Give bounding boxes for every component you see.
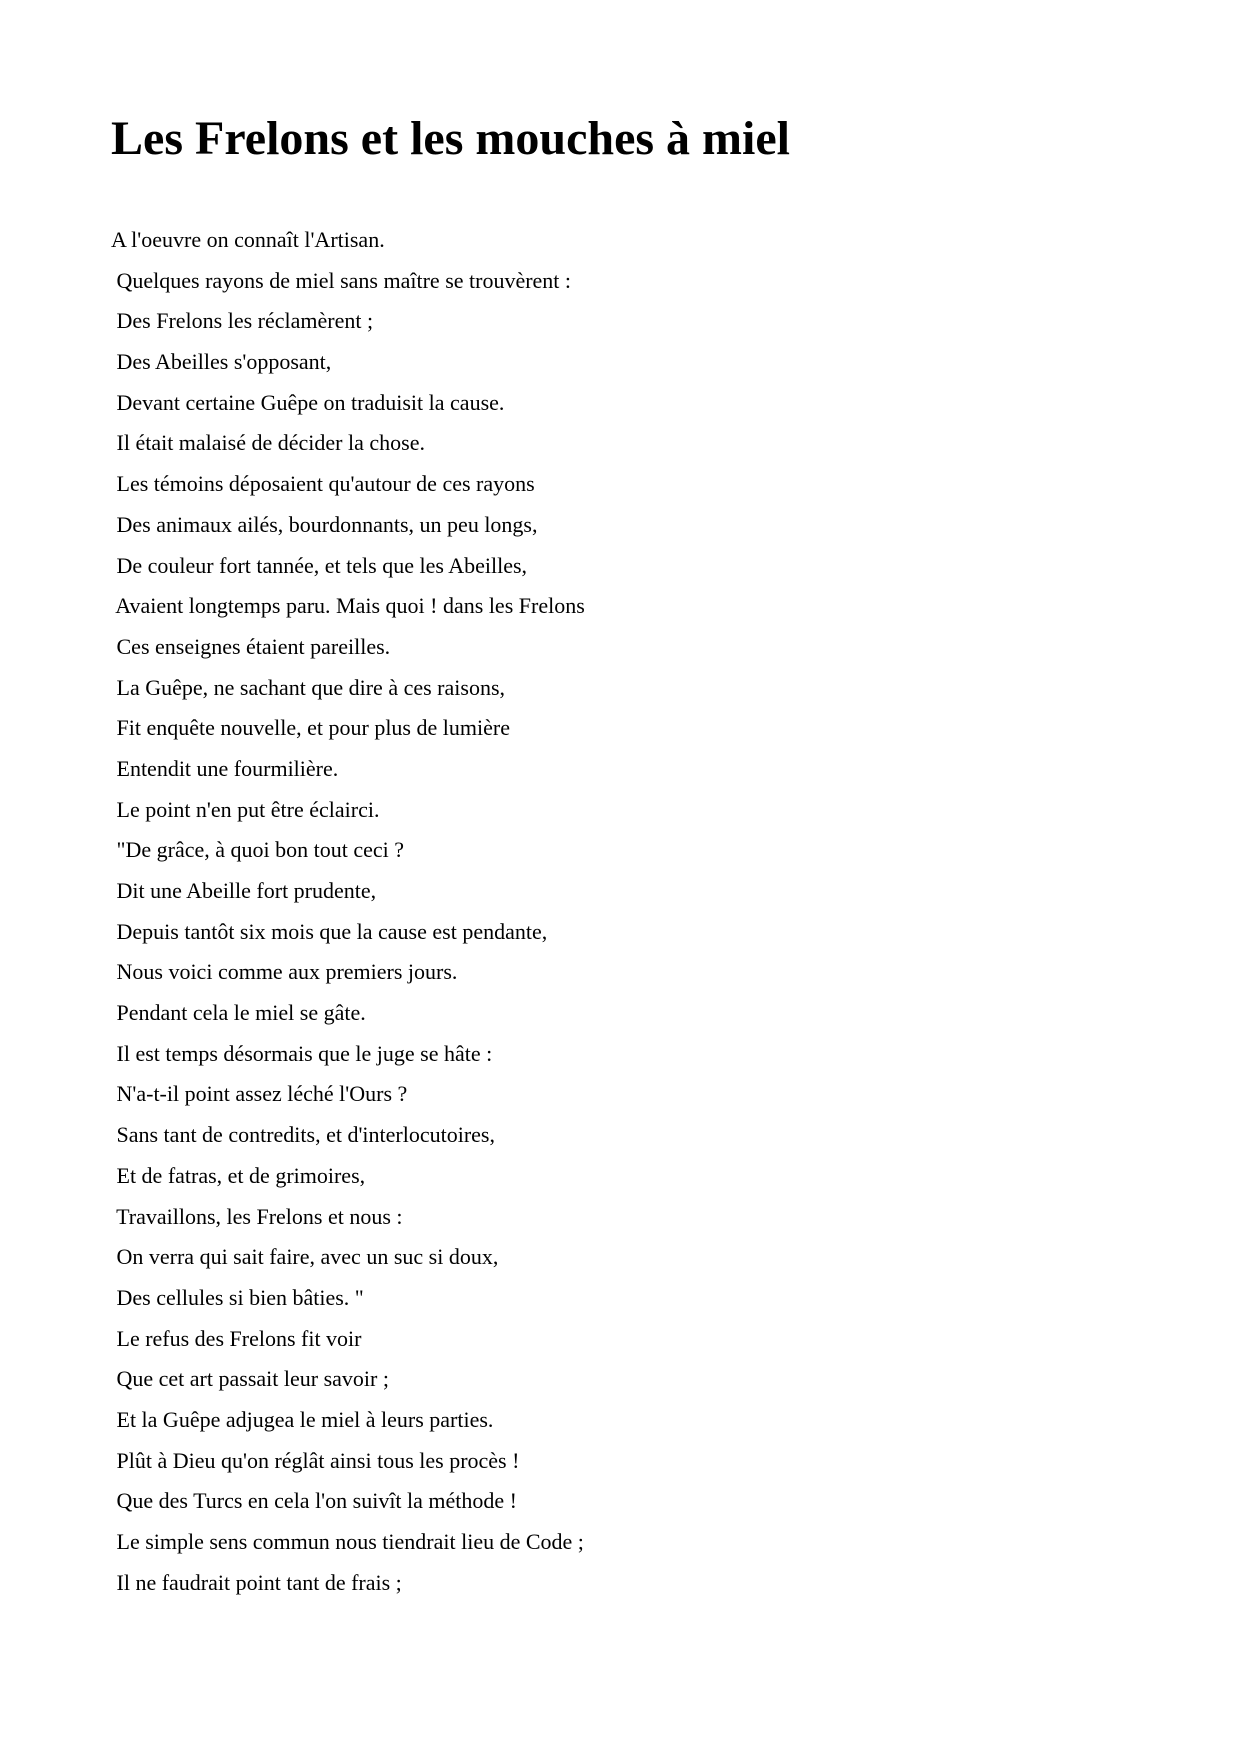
poem-line: A l'oeuvre on connaît l'Artisan. xyxy=(111,227,385,252)
poem-line: De couleur fort tannée, et tels que les Abeilles, xyxy=(111,552,528,578)
poem-line: Le simple sens commun nous tiendrait lieu de Code ; xyxy=(111,1529,584,1554)
poem-line: Que des Turcs en cela l'on suivît la méthode ! xyxy=(111,1488,518,1514)
poem-line: Avaient longtemps paru. Mais quoi ! dans les Frelons xyxy=(111,593,585,619)
poem-line: Des Abeilles s'opposant, xyxy=(111,349,332,375)
poem-line: Fit enquête nouvelle, et pour plus de lumière xyxy=(111,715,510,741)
poem-line: Il était malaisé de décider la chose. xyxy=(111,430,425,456)
poem-line: Dit une Abeille fort prudente, xyxy=(111,878,377,903)
poem-line: Travaillons, les Frelons et nous : xyxy=(111,1203,403,1229)
poem-line: On verra qui sait faire, avec un suc si doux, xyxy=(111,1244,499,1270)
poem-line: Le point n'en put être éclairci. xyxy=(111,796,380,822)
poem-line: Nous voici comme aux premiers jours. xyxy=(111,959,458,985)
poem-line: La Guêpe, ne sachant que dire à ces raisons, xyxy=(111,674,506,700)
poem-line: Entendit une fourmilière. xyxy=(111,755,339,781)
poem-line: Ces enseignes étaient pareilles. xyxy=(111,633,391,659)
poem-line: Et de fatras, et de grimoires, xyxy=(111,1162,366,1188)
poem-line: Il ne faudrait point tant de frais ; xyxy=(111,1569,402,1595)
poem-line: Que cet art passait leur savoir ; xyxy=(111,1366,389,1392)
poem-line: N'a-t-il point assez léché l'Ours ? xyxy=(111,1081,408,1107)
poem-line: Des Frelons les réclamèrent ; xyxy=(111,308,374,334)
poem-line: Il est temps désormais que le juge se hâte : xyxy=(111,1040,493,1066)
poem-line: Des cellules si bien bâties. " xyxy=(111,1284,364,1310)
poem-line: Sans tant de contredits, et d'interlocutoires, xyxy=(111,1122,495,1148)
poem-body xyxy=(111,220,585,1603)
poem-line: Depuis tantôt six mois que la cause est pendante, xyxy=(111,918,548,944)
poem-line: Plût à Dieu qu'on réglât ainsi tous les procès ! xyxy=(111,1447,520,1473)
poem-line: Le refus des Frelons fit voir xyxy=(111,1325,362,1351)
poem-line: Les témoins déposaient qu'autour de ces rayons xyxy=(111,471,535,497)
poem-line: Quelques rayons de miel sans maître se trouvèrent : xyxy=(111,267,572,293)
poem-line: Et la Guêpe adjugea le miel à leurs parties. xyxy=(111,1406,494,1432)
poem-line: Des animaux ailés, bourdonnants, un peu longs, xyxy=(111,511,538,537)
poem-line: Pendant cela le miel se gâte. xyxy=(111,1000,366,1026)
poem-line: "De grâce, à quoi bon tout ceci ? xyxy=(111,837,405,863)
page-title: Les Frelons et les mouches à miel xyxy=(111,112,791,165)
poem-line: Devant certaine Guêpe on traduisit la cause. xyxy=(111,389,505,415)
